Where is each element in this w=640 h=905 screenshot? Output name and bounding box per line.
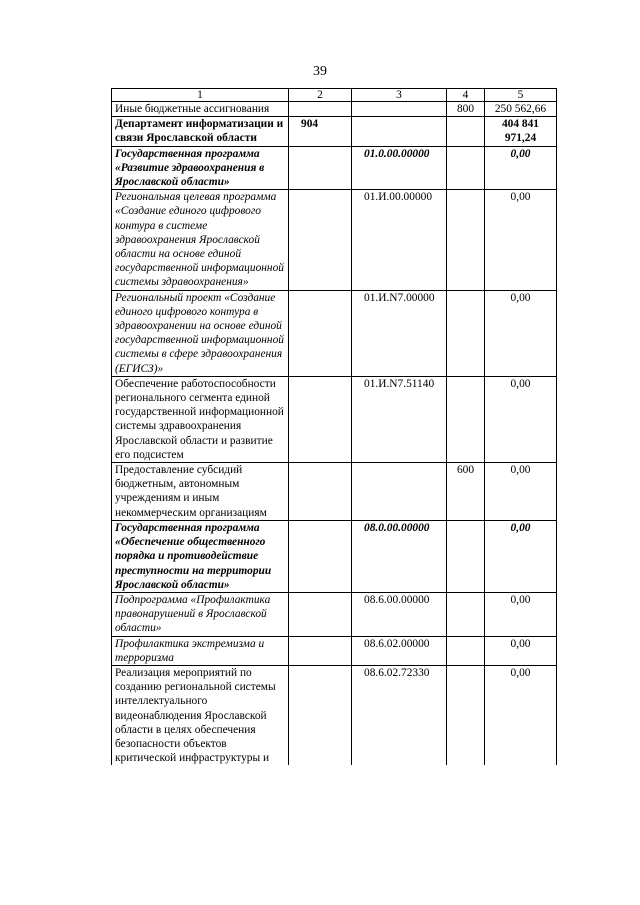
header-cell-2: 2	[289, 89, 352, 102]
row-amount: 0,00	[485, 290, 557, 376]
row-code	[289, 463, 352, 521]
table-row	[112, 520, 557, 592]
row-vr	[447, 376, 485, 462]
header-cell-4: 4	[447, 89, 485, 102]
row-code	[289, 376, 352, 462]
row-code	[289, 102, 352, 117]
row-code	[289, 190, 352, 290]
header-cell-5: 5	[485, 89, 557, 102]
row-name: Иные бюджетные ассигнования	[112, 102, 289, 117]
row-amount: 250 562,66	[485, 102, 557, 117]
row-csr: 01.И.00.00000	[352, 190, 447, 290]
row-code	[289, 290, 352, 376]
row-csr	[352, 102, 447, 117]
row-vr	[447, 592, 485, 636]
row-csr	[352, 463, 447, 521]
table-header-row	[112, 89, 557, 102]
table-row	[112, 190, 557, 290]
row-code: 904	[289, 117, 352, 146]
row-vr	[447, 290, 485, 376]
row-amount: 0,00	[485, 592, 557, 636]
row-csr: 01.0.00.00000	[352, 146, 447, 190]
row-name: Региональная целевая программа «Создание единого цифрового контура в системе здравоохранения Ярославской области на основе единой государственной информационной системы здравоохранения»	[112, 190, 289, 290]
row-amount: 0,00	[485, 190, 557, 290]
table-row	[112, 146, 557, 190]
row-csr: 08.0.00.00000	[352, 520, 447, 592]
row-vr	[447, 520, 485, 592]
row-vr	[447, 636, 485, 665]
row-vr: 800	[447, 102, 485, 117]
table-row	[112, 636, 557, 665]
row-csr: 01.И.N7.51140	[352, 376, 447, 462]
row-code	[289, 636, 352, 665]
row-amount: 0,00	[485, 463, 557, 521]
row-code	[289, 592, 352, 636]
row-vr: 600	[447, 463, 485, 521]
row-amount: 0,00	[485, 636, 557, 665]
row-name: Подпрограмма «Профилактика правонарушений в Ярославской области»	[112, 592, 289, 636]
row-vr	[447, 146, 485, 190]
row-name: Государственная программа «Обеспечение общественного порядка и противодействие преступности на территории Ярославской области»	[112, 520, 289, 592]
row-code	[289, 665, 352, 765]
row-csr	[352, 117, 447, 146]
row-csr: 08.6.02.72330	[352, 665, 447, 765]
row-amount: 0,00	[485, 665, 557, 765]
row-name: Региональный проект «Создание единого цифрового контура в здравоохранении на основе единой государственной информационной системы в сфере здравоохранения (ЕГИСЗ)»	[112, 290, 289, 376]
row-name: Обеспечение работоспособности регионального сегмента единой государственной информационной системы здравоохранения Ярославской области и развитие его подсистем	[112, 376, 289, 462]
row-code	[289, 520, 352, 592]
row-name: Предоставление субсидий бюджетным, автономным учреждениям и иным некоммерческим организациям	[112, 463, 289, 521]
row-name: Государственная программа «Развитие здравоохранения в Ярославской области»	[112, 146, 289, 190]
row-vr	[447, 117, 485, 146]
row-name: Реализация мероприятий по созданию региональной системы интеллектуального видеонаблюдения Ярославской области в целях обеспечения безопасности объектов критической инфраструктуры и	[112, 665, 289, 765]
row-name: Департамент информатизации и связи Ярославской области	[112, 117, 289, 146]
row-csr: 08.6.02.00000	[352, 636, 447, 665]
header-cell-3: 3	[352, 89, 447, 102]
table-row	[112, 102, 557, 117]
table-row	[112, 463, 557, 521]
budget-table	[111, 88, 557, 765]
row-amount: 0,00	[485, 146, 557, 190]
row-name: Профилактика экстремизма и терроризма	[112, 636, 289, 665]
table-row	[112, 117, 557, 146]
header-cell-1: 1	[112, 89, 289, 102]
row-vr	[447, 665, 485, 765]
table-row	[112, 290, 557, 376]
row-code	[289, 146, 352, 190]
row-csr: 01.И.N7.00000	[352, 290, 447, 376]
row-amount: 0,00	[485, 520, 557, 592]
row-csr: 08.6.00.00000	[352, 592, 447, 636]
row-amount: 404 841 971,24	[485, 117, 557, 146]
page-number: 39	[313, 64, 327, 79]
table-row	[112, 592, 557, 636]
row-vr	[447, 190, 485, 290]
table-row	[112, 376, 557, 462]
row-amount: 0,00	[485, 376, 557, 462]
table-row	[112, 665, 557, 765]
